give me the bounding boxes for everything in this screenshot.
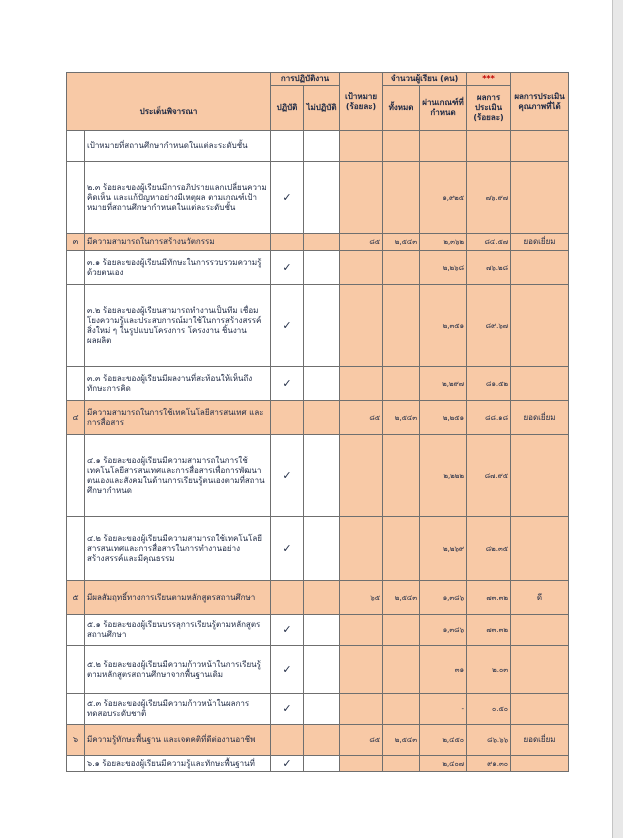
row-target — [340, 756, 383, 772]
row-not-done — [304, 435, 340, 517]
header-done: ปฏิบัติ — [271, 86, 304, 131]
row-target — [340, 694, 383, 725]
row-target: ๖๕ — [340, 581, 383, 615]
row-done-check: ✓ — [271, 367, 304, 401]
row-total — [383, 131, 420, 162]
row-passed: ๑,๙๒๕ — [420, 162, 467, 234]
row-number: ๖ — [67, 725, 85, 756]
row-not-done — [304, 581, 340, 615]
row-number — [67, 435, 85, 517]
header-students: จำนวนผู้เรียน (คน) — [383, 73, 467, 86]
sub-row — [67, 517, 569, 581]
row-number — [67, 615, 85, 646]
row-number — [67, 517, 85, 581]
row-not-done — [304, 367, 340, 401]
row-not-done — [304, 615, 340, 646]
row-done-check: ✓ — [271, 615, 304, 646]
row-done-check — [271, 725, 304, 756]
row-target — [340, 615, 383, 646]
row-passed: ๒,๒๖๘ — [420, 251, 467, 285]
row-done-check: ✓ — [271, 162, 304, 234]
row-result: ๙๑.๓๐ — [467, 756, 511, 772]
header-quality: ผลการประเมินคุณภาพที่ได้ — [511, 73, 569, 131]
row-total — [383, 756, 420, 772]
row-target — [340, 367, 383, 401]
row-topic: ๔.๒ ร้อยละของผู้เรียนมีความสามารถใช้เทคโนโลยีสารสนเทศและการสื่อสารในการทำงานอย่างสร้างสรรค์และมีคุณธรรม — [85, 517, 271, 581]
sub-row — [67, 694, 569, 725]
row-result: ๗๖.๒๘ — [467, 251, 511, 285]
row-topic: ๔.๑ ร้อยละของผู้เรียนมีความสามารถในการใช้เทคโนโลยีสารสนเทศและการสื่อสารเพื่อการพัฒนาตนเองและสังคมในด้านการเรียนรู้ตนเองตามที่สถานศึกษากำหนด — [85, 435, 271, 517]
row-total — [383, 646, 420, 694]
row-result: ๘๔.๕๗ — [467, 234, 511, 251]
row-topic: ๕.๑ ร้อยละของผู้เรียนบรรลุการเรียนรู้ตามหลักสูตรสถานศึกษา — [85, 615, 271, 646]
row-number — [67, 646, 85, 694]
row-quality — [511, 162, 569, 234]
row-topic: ๓.๒ ร้อยละของผู้เรียนสามารถทำงานเป็นทีม เชื่อมโยงความรู้และประสบการณ์มาใช้ในการสร้างสรรค์สิ่งใหม่ ๆ ในรูปแบบโครงการ โครงงาน ชิ้นงาน ผลผลิต — [85, 285, 271, 367]
evaluation-table — [66, 72, 569, 772]
row-target — [340, 131, 383, 162]
row-passed: ๒,๔๕๐ — [420, 725, 467, 756]
row-not-done — [304, 234, 340, 251]
row-target: ๘๕ — [340, 234, 383, 251]
row-topic: ๕.๒ ร้อยละของผู้เรียนมีความก้าวหน้าในการเรียนรู้ตามหลักสูตรสถานศึกษาจากพื้นฐานเดิม — [85, 646, 271, 694]
header-total: ทั้งหมด — [383, 86, 420, 131]
row-passed: ๒,๓๖๒ — [420, 234, 467, 251]
row-topic: มีความรู้ทักษะพื้นฐาน และเจตคติที่ดีต่องานอาชีพ — [85, 725, 271, 756]
row-done-check — [271, 581, 304, 615]
row-quality — [511, 694, 569, 725]
row-total — [383, 615, 420, 646]
row-passed: ๒,๒๒๒ — [420, 435, 467, 517]
row-result: ๘๑.๕๒ — [467, 367, 511, 401]
row-total — [383, 517, 420, 581]
row-number — [67, 162, 85, 234]
row-not-done — [304, 251, 340, 285]
header-not-done: ไม่ปฏิบัติ — [304, 86, 340, 131]
row-topic: มีความสามารถในการใช้เทคโนโลยีสารสนเทศ และการสื่อสาร — [85, 401, 271, 435]
stars-mark: *** — [482, 74, 495, 83]
row-quality — [511, 517, 569, 581]
row-quality — [511, 646, 569, 694]
row-result: ๒.๐๓ — [467, 646, 511, 694]
sub-row — [67, 285, 569, 367]
row-topic: ๓.๑ ร้อยละของผู้เรียนมีทักษะในการรวบรวมความรู้ด้วยตนเอง — [85, 251, 271, 285]
row-done-check: ✓ — [271, 694, 304, 725]
row-total: ๒,๕๔๓ — [383, 234, 420, 251]
row-passed: ๒,๒๖๙ — [420, 517, 467, 581]
row-passed: ๑,๓๘๖ — [420, 615, 467, 646]
row-number: ๓ — [67, 234, 85, 251]
row-not-done — [304, 401, 340, 435]
header-result: ผลการประเมิน (ร้อยละ) — [467, 86, 511, 131]
row-number — [67, 756, 85, 772]
row-topic: ๕.๓ ร้อยละของผู้เรียนมีความก้าวหน้าในผลการทดสอบระดับชาติ — [85, 694, 271, 725]
row-target — [340, 646, 383, 694]
row-number — [67, 285, 85, 367]
row-quality: ดี — [511, 581, 569, 615]
sub-row — [67, 615, 569, 646]
row-not-done — [304, 694, 340, 725]
row-result: ๘๒.๓๕ — [467, 517, 511, 581]
sub-row — [67, 367, 569, 401]
row-not-done — [304, 285, 340, 367]
row-done-check — [271, 234, 304, 251]
row-target — [340, 435, 383, 517]
row-not-done — [304, 646, 340, 694]
row-done-check: ✓ — [271, 435, 304, 517]
row-done-check: ✓ — [271, 251, 304, 285]
main-row — [67, 401, 569, 435]
row-done-check: ✓ — [271, 756, 304, 772]
row-quality — [511, 615, 569, 646]
row-quality: ยอดเยี่ยม — [511, 401, 569, 435]
row-not-done — [304, 162, 340, 234]
row-result: ๐.๕๐ — [467, 694, 511, 725]
row-total: ๒,๕๔๓ — [383, 401, 420, 435]
row-target — [340, 285, 383, 367]
row-quality — [511, 251, 569, 285]
row-number — [67, 251, 85, 285]
row-total — [383, 435, 420, 517]
row-passed: ๒,๔๐๗ — [420, 756, 467, 772]
row-topic: มีความสามารถในการสร้างนวัตกรรม — [85, 234, 271, 251]
row-quality: ยอดเยี่ยม — [511, 725, 569, 756]
header-target: เป้าหมาย (ร้อยละ) — [340, 73, 383, 131]
row-total — [383, 694, 420, 725]
row-target: ๘๕ — [340, 401, 383, 435]
row-number: ๕ — [67, 581, 85, 615]
row-result — [467, 131, 511, 162]
row-result: ๘๗.๙๕ — [467, 435, 511, 517]
row-topic: มีผลสัมฤทธิ์ทางการเรียนตามหลักสูตรสถานศึกษา — [85, 581, 271, 615]
row-done-check: ✓ — [271, 646, 304, 694]
row-result: ๘๖.๖๖ — [467, 725, 511, 756]
row-number: ๔ — [67, 401, 85, 435]
sub-row — [67, 131, 569, 162]
row-quality — [511, 756, 569, 772]
row-not-done — [304, 517, 340, 581]
row-target — [340, 251, 383, 285]
sub-row — [67, 646, 569, 694]
row-done-check: ✓ — [271, 517, 304, 581]
row-quality — [511, 435, 569, 517]
row-not-done — [304, 131, 340, 162]
main-row — [67, 725, 569, 756]
header-practice: การปฏิบัติงาน — [271, 73, 340, 86]
sub-row — [67, 162, 569, 234]
row-quality: ยอดเยี่ยม — [511, 234, 569, 251]
row-passed: ๒,๓๕๑ — [420, 285, 467, 367]
row-not-done — [304, 725, 340, 756]
row-number — [67, 694, 85, 725]
row-done-check: ✓ — [271, 285, 304, 367]
row-target — [340, 162, 383, 234]
row-quality — [511, 285, 569, 367]
row-passed: ๒,๒๕๑ — [420, 401, 467, 435]
row-topic: ๒.๓ ร้อยละของผู้เรียนมีการอภิปรายแลกเปลี่ยนความคิดเห็น และแก้ปัญหาอย่างมีเหตุผล ตามเกณฑ์เป้าหมายที่สถานศึกษากำหนดในแต่ละระดับชั้น — [85, 162, 271, 234]
row-number — [67, 131, 85, 162]
row-total — [383, 251, 420, 285]
row-topic: ๓.๓ ร้อยละของผู้เรียนมีผลงานที่สะท้อนให้เห็นถึงทักษะการคิด — [85, 367, 271, 401]
header-stars — [467, 73, 511, 86]
row-result: ๘๙.๖๗ — [467, 285, 511, 367]
sub-row — [67, 756, 569, 772]
main-row — [67, 581, 569, 615]
row-total — [383, 162, 420, 234]
row-total: ๒,๕๔๓ — [383, 581, 420, 615]
header-topic: ประเด็นพิจารณา — [67, 73, 271, 131]
header-passed: ผ่านเกณฑ์ที่กำหนด — [420, 86, 467, 131]
row-passed — [420, 131, 467, 162]
row-passed: ๑,๓๘๖ — [420, 581, 467, 615]
row-done-check — [271, 131, 304, 162]
row-total — [383, 285, 420, 367]
row-quality — [511, 367, 569, 401]
row-passed: ๓๑ — [420, 646, 467, 694]
row-topic: ๖.๑ ร้อยละของผู้เรียนมีความรู้และทักษะพื้นฐานที่ — [85, 756, 271, 772]
row-result: ๗๖.๙๗ — [467, 162, 511, 234]
row-target: ๘๕ — [340, 725, 383, 756]
row-result: ๗๓.๓๒ — [467, 581, 511, 615]
row-quality — [511, 131, 569, 162]
row-target — [340, 517, 383, 581]
row-result: ๗๓.๓๒ — [467, 615, 511, 646]
row-not-done — [304, 756, 340, 772]
row-total: ๒,๕๔๓ — [383, 725, 420, 756]
row-topic: เป้าหมายที่สถานศึกษากำหนดในแต่ละระดับชั้น — [85, 131, 271, 162]
row-total — [383, 367, 420, 401]
row-number — [67, 367, 85, 401]
row-passed: ๒,๒๙๗ — [420, 367, 467, 401]
sub-row — [67, 251, 569, 285]
row-passed: - — [420, 694, 467, 725]
row-done-check — [271, 401, 304, 435]
main-row — [67, 234, 569, 251]
row-result: ๘๘.๑๘ — [467, 401, 511, 435]
sub-row — [67, 435, 569, 517]
